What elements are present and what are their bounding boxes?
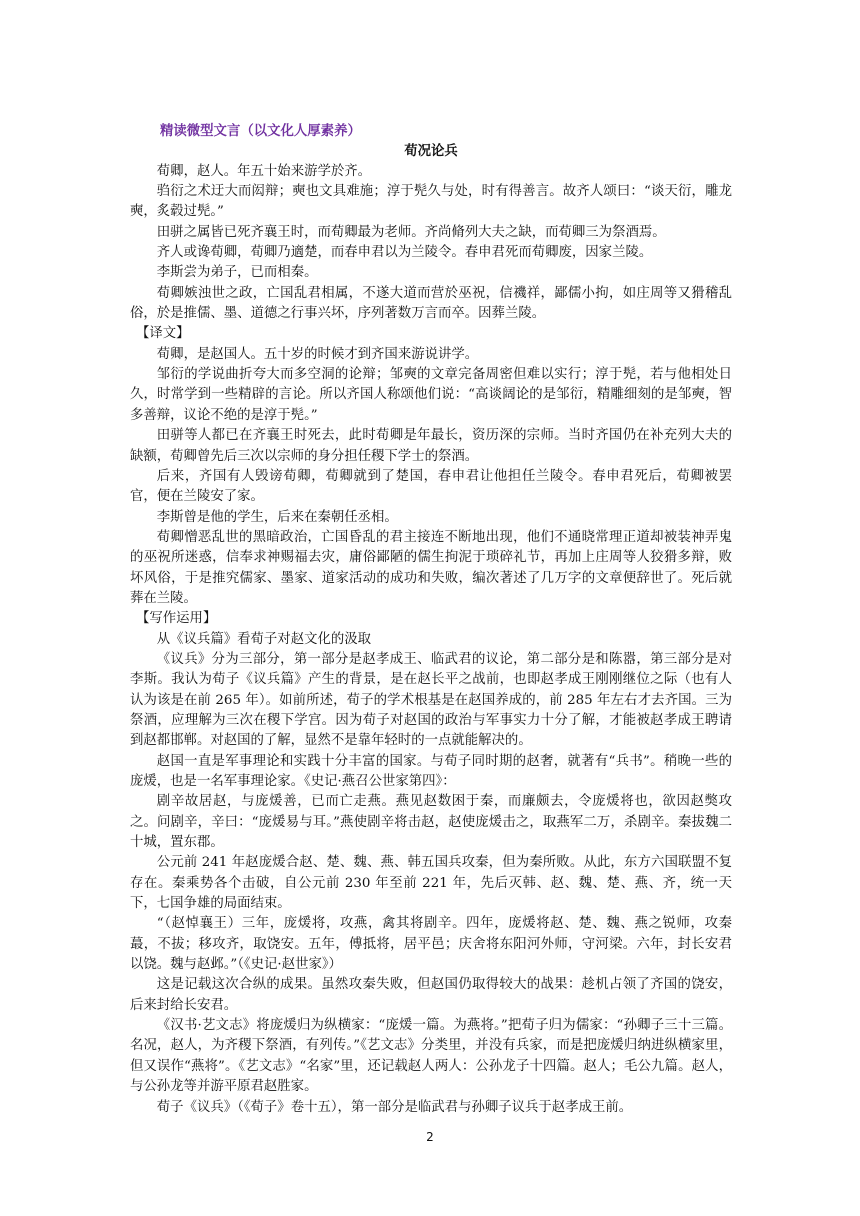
writing-paragraph: “（赵悼襄王）三年，庞煖将，攻燕，禽其将剧辛。四年，庞煖将赵、楚、魏、燕之锐师，攻秦蕞，不拔；移攻齐，取饶安。五年，傅抵将，居平邑；庆舍将东阳河外师，守河梁。六年，封长安君以饶。魏与赵邺。”（《史记·赵世家》） xyxy=(130,916,732,973)
writing-paragraph: 《议兵》分为三部分，第一部分是赵孝成王、临武君的议论，第二部分是和陈嚣，第三部分是对李斯。我认为荀子《议兵篇》产生的背景，是在赵长平之战前，也即赵孝成王刚刚继位之际（也有人认为该是在前 265 年）。如前所述，荀子的学术根基是在赵国养成的，前 285 年左右才去齐国。三为祭酒，应理解为三次在稷下学宫。因为荀子对赵国的政治与军事实力十分了解，才能被赵孝成王聘请到赵都邯郸。对赵国的了解，显然不是靠年轻时的一点就能解决的。 xyxy=(130,651,732,749)
translation-paragraph: 后来，齐国有人毁谤荀卿，荀卿就到了楚国，春申君让他担任兰陵令。春申君死后，荀卿被罢官，便在兰陵安了家。 xyxy=(130,468,732,505)
page-number: 2 xyxy=(426,1130,434,1144)
original-paragraph: 田骈之属皆已死齐襄王时，而荀卿最为老师。齐尚脩列大夫之缺，而荀卿三为祭酒焉。 xyxy=(156,224,666,240)
article-title: 荀况论兵 xyxy=(404,143,458,160)
section-title: 精读微型文言（以文化人厚素养） xyxy=(160,123,361,139)
translation-paragraph: 邹衍的学说曲折夸大而多空洞的论辩；邹奭的文章完备周密但难以实行；淳于髡，若与他相处日久，时常学到一些精辟的言论。所以齐国人称颂他们说：“高谈阔论的是邹衍，精雕细刻的是邹奭，智多善辩，议论不绝的是淳于髡。” xyxy=(130,367,732,423)
original-paragraph: 荀卿，赵人。年五十始来游学於齐。 xyxy=(156,163,372,179)
writing-subtitle: 从《议兵篇》看荀子对赵文化的汲取 xyxy=(156,631,372,647)
writing-heading: 【写作运用】 xyxy=(136,611,217,627)
original-paragraph: 荀卿嫉浊世之政，亡国乱君相属，不遂大道而营於巫祝，信禨祥，鄙儒小拘，如庄周等又猾稽乱俗，於是推儒、墨、道德之行事兴坏，序列著数万言而卒。因葬兰陵。 xyxy=(130,285,732,322)
page-content xyxy=(130,121,732,1118)
writing-paragraph: 赵国一直是军事理论和实践十分丰富的国家。与荀子同时期的赵奢，就著有“兵书”。稍晚一些的庞煖，也是一名军事理论家。《史记·燕召公世家第四》： xyxy=(130,753,732,789)
translation-paragraph: 田骈等人都已在齐襄王时死去，此时荀卿是年最长，资历深的宗师。当时齐国仍在补充列大夫的缺额，荀卿曾先后三次以宗师的身分担任稷下学士的祭酒。 xyxy=(130,428,732,464)
writing-paragraph: 《汉书·艺文志》将庞煖归为纵横家：“庞煖一篇。为燕将。”把荀子归为儒家：“孙卿子三十三篇。名况，赵人，为齐稷下祭酒，有列传。”《艺文志》分类里，并没有兵家，而是把庞煖归纳进纵横家里，但又误作“燕将”。《艺文志》“名家”里，还记载赵人两人：公孙龙子十四篇。赵人；毛公九篇。赵人，与公孙龙等并游平原君赵胜家。 xyxy=(130,1018,732,1095)
translation-paragraph: 荀卿，是赵国人。五十岁的时候才到齐国来游说讲学。 xyxy=(156,346,479,362)
original-paragraph: 齐人或谗荀卿，荀卿乃適楚，而春申君以为兰陵令。春申君死而荀卿废，因家兰陵。 xyxy=(156,245,653,261)
writing-paragraph: 剧辛故居赵，与庞煖善，已而亡走燕。燕见赵数困于秦，而廉颇去，令庞煖将也，欲因赵獘攻之。问剧辛，辛曰：“庞煖易与耳。”燕使剧辛将击赵，赵使庞煖击之，取燕军二万，杀剧辛。秦拔魏二十城，置东郡。 xyxy=(130,794,732,851)
writing-paragraph: 这是记载这次合纵的成果。虽然攻秦失败，但赵国仍取得较大的战果：趁机占领了齐国的饶安，后来封给长安君。 xyxy=(130,977,732,1013)
writing-paragraph: 公元前 241 年赵庞煖合赵、楚、魏、燕、韩五国兵攻秦，但为秦所败。从此，东方六国联盟不复存在。秦乘势各个击破，自公元前 230 年至前 221 年，先后灭韩、赵、魏、楚、燕、齐，统一天下，七国争雄的局面结束。 xyxy=(130,855,732,912)
writing-paragraph: 荀子《议兵》（《荀子》卷十五），第一部分是临武君与孙卿子议兵于赵孝成王前。 xyxy=(156,1099,633,1115)
original-paragraph: 驺衍之术迂大而闳辩；奭也文具难施；淳于髡久与处，时有得善言。故齐人颂曰：“谈天衍，雕龙奭，炙毂过髡。” xyxy=(130,184,732,220)
translation-heading: 【译文】 xyxy=(136,326,190,342)
translation-paragraph: 荀卿憎恶乱世的黑暗政治，亡国昏乱的君主接连不断地出现，他们不通晓常理正道却被装神弄鬼的巫祝所迷惑，信奉求神赐福去灾，庸俗鄙陋的儒生拘泥于琐碎礼节，再加上庄周等人狡猾多辩，败坏风俗，于是推究儒家、墨家、道家活动的成功和失败，编次著述了几万字的文章便辞世了。死后就葬在兰陵。 xyxy=(130,529,732,606)
translation-paragraph: 李斯曾是他的学生，后来在秦朝任丞相。 xyxy=(156,509,398,525)
original-paragraph: 李斯尝为弟子，已而相秦。 xyxy=(156,265,318,281)
